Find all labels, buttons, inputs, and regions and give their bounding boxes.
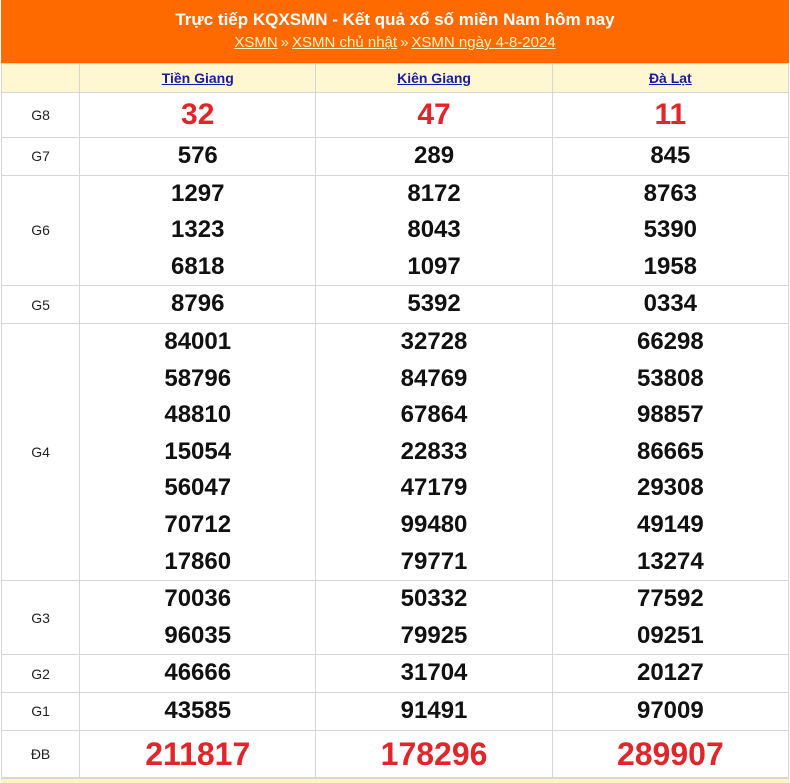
prize-number: 53808 — [636, 364, 704, 392]
results-body — [2, 93, 789, 778]
prize-number: 17860 — [164, 547, 232, 575]
prize-row-g1 — [2, 692, 789, 730]
prize-cell — [552, 655, 788, 693]
prize-label: G2 — [2, 655, 80, 693]
prize-number: 13274 — [636, 547, 704, 575]
prize-number: 47179 — [400, 474, 468, 502]
prize-number: 84769 — [400, 364, 468, 392]
prize-number: 86665 — [636, 437, 704, 465]
province-header — [80, 64, 316, 93]
prize-number: 47 — [417, 98, 451, 131]
prize-number: 0334 — [643, 290, 698, 318]
prize-number: 1323 — [171, 216, 225, 244]
prize-row-g3 — [2, 581, 789, 655]
prize-number: 48810 — [164, 401, 232, 429]
prize-label: G6 — [2, 175, 80, 286]
prize-number: 22833 — [400, 437, 468, 465]
prize-number: 84001 — [164, 327, 232, 355]
special-prize-number: 211817 — [145, 735, 251, 772]
prize-number: 67864 — [400, 401, 468, 429]
prize-label: G1 — [2, 692, 80, 730]
prize-number: 77592 — [636, 585, 704, 613]
prize-number: 91491 — [400, 696, 468, 724]
prize-number: 98857 — [636, 401, 704, 429]
prize-cell — [80, 138, 316, 176]
province-link-da-lat[interactable]: Đà Lạt — [648, 70, 692, 86]
breadcrumb-link-xsmn-sunday[interactable]: XSMN chủ nhật — [292, 34, 398, 51]
province-header — [316, 64, 552, 93]
prize-number: 97009 — [636, 696, 704, 724]
prize-cell — [552, 692, 788, 730]
prize-row-g5 — [2, 286, 789, 324]
prize-row-g7 — [2, 138, 789, 176]
prize-cell — [552, 730, 788, 777]
prize-row-g6 — [2, 175, 789, 286]
prize-row-g2 — [2, 655, 789, 693]
prize-cell — [316, 730, 552, 777]
prize-number: 1097 — [407, 252, 461, 280]
prize-number: 289 — [414, 142, 455, 169]
prize-number: 58796 — [164, 364, 232, 392]
prize-number: 31704 — [400, 659, 468, 687]
prize-label: G5 — [2, 286, 80, 324]
prize-number: 56047 — [164, 474, 232, 502]
table-footer-bar — [1, 778, 789, 783]
prize-number: 1958 — [643, 252, 698, 280]
prize-cell — [316, 286, 552, 324]
prize-number: 8172 — [407, 179, 461, 207]
prize-label: ĐB — [2, 730, 80, 777]
prize-number: 1297 — [171, 179, 225, 207]
prize-number: 6818 — [171, 252, 225, 280]
prize-number: 79771 — [400, 547, 468, 575]
prize-label: G7 — [2, 138, 80, 176]
prize-cell — [80, 323, 316, 580]
prize-label: G8 — [2, 93, 80, 138]
breadcrumb-link-xsmn[interactable]: XSMN — [234, 34, 278, 51]
special-prize-number: 178296 — [380, 735, 488, 772]
prize-number: 576 — [177, 142, 218, 169]
prize-cell — [80, 581, 316, 655]
prize-row-g8 — [2, 93, 789, 138]
prize-number: 09251 — [636, 621, 704, 649]
prize-number: 8043 — [407, 216, 461, 244]
prize-cell — [552, 581, 788, 655]
prize-cell — [316, 175, 552, 286]
results-table — [1, 63, 789, 778]
prize-cell — [316, 93, 552, 138]
prize-number: 70712 — [164, 510, 232, 538]
prize-cell — [316, 138, 552, 176]
prize-number: 79925 — [400, 621, 468, 649]
prize-number: 32 — [181, 98, 215, 131]
prize-cell — [552, 175, 788, 286]
prize-number: 8796 — [171, 290, 225, 318]
prize-cell — [80, 730, 316, 777]
prize-label: G4 — [2, 323, 80, 580]
prize-row-db — [2, 730, 789, 777]
prize-row-g4 — [2, 323, 789, 580]
prize-number: 50332 — [400, 585, 468, 613]
prize-cell — [316, 581, 552, 655]
prize-number: 96035 — [164, 621, 232, 649]
prize-number: 20127 — [636, 659, 704, 687]
prize-number: 66298 — [636, 327, 704, 355]
prize-number: 5392 — [407, 290, 461, 318]
prize-cell — [80, 286, 316, 324]
prize-number: 5390 — [643, 216, 698, 244]
prize-cell — [316, 692, 552, 730]
prize-cell — [80, 175, 316, 286]
results-header — [1, 0, 789, 63]
prize-number: 32728 — [400, 327, 468, 355]
prize-cell — [80, 93, 316, 138]
results-panel — [1, 0, 789, 783]
prize-number: 845 — [650, 142, 691, 169]
prize-cell — [552, 93, 788, 138]
prize-number: 8763 — [643, 179, 698, 207]
prize-cell — [316, 655, 552, 693]
prize-cell — [80, 655, 316, 693]
province-link-kien-giang[interactable]: Kiên Giang — [397, 70, 471, 86]
prize-number: 29308 — [636, 474, 704, 502]
prize-number: 46666 — [164, 659, 232, 687]
prize-number: 11 — [654, 98, 687, 131]
prize-number: 49149 — [636, 510, 704, 538]
breadcrumb-link-xsmn-date[interactable]: XSMN ngày 4-8-2024 — [411, 34, 556, 51]
prize-number: 70036 — [164, 585, 232, 613]
prize-cell — [316, 323, 552, 580]
prize-label: G3 — [2, 581, 80, 655]
province-header-row — [2, 64, 789, 93]
prize-number: 99480 — [400, 510, 468, 538]
prize-cell — [552, 323, 788, 580]
special-prize-number: 289907 — [616, 735, 724, 772]
breadcrumb-separator: » — [400, 34, 409, 51]
province-header — [552, 64, 788, 93]
page-title: Trực tiếp KQXSMN - Kết quả xổ số miền Nam hôm nay — [175, 10, 615, 29]
prize-number: 15054 — [164, 437, 232, 465]
prize-cell — [552, 286, 788, 324]
breadcrumb — [1, 33, 789, 53]
prize-number: 43585 — [164, 696, 232, 724]
prize-column-header — [2, 64, 80, 93]
prize-cell — [552, 138, 788, 176]
province-link-tien-giang[interactable]: Tiền Giang — [161, 70, 234, 86]
prize-cell — [80, 692, 316, 730]
breadcrumb-separator: » — [280, 34, 290, 51]
